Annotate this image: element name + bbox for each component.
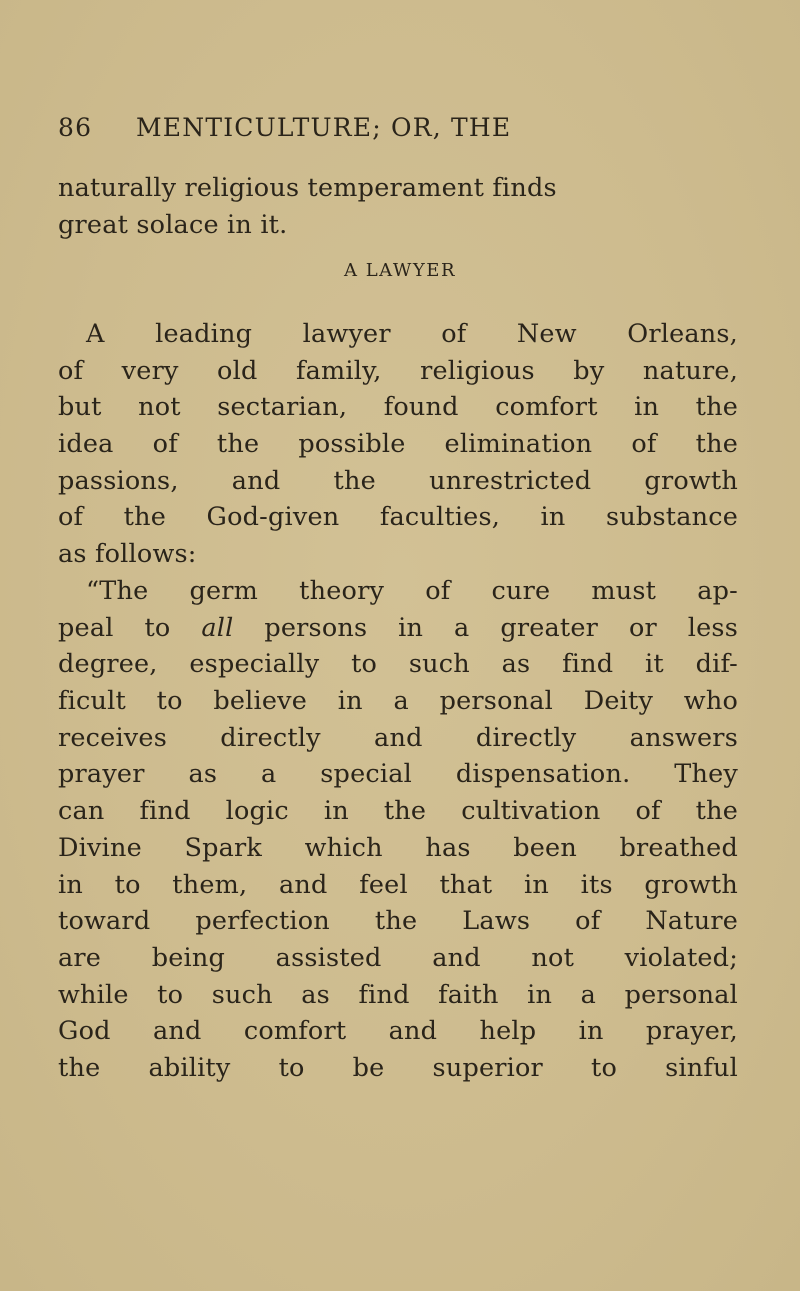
text-line: A leading lawyer of New Orleans, [86,319,738,349]
text-line: while to such as find faith in a personal [58,979,738,1010]
text-line: are being assisted and not violated; [58,942,738,973]
text-line: naturally religious temperament finds [58,173,557,203]
text-line: great solace in it. [58,209,288,240]
text-line: receives directly and directly answers [58,722,738,753]
text-segment: persons in a greater or less [233,612,738,643]
text-line: of very old family, religious by nature, [58,355,738,386]
text-line: the ability to be superior to sinful [58,1052,738,1083]
opening-paragraph [58,170,738,243]
text-line: in to them, and feel that in its growth [58,869,738,900]
text-line: prayer as a special dispensation. They [58,759,738,790]
text-line: as follows: [58,539,197,570]
text-line: can find logic in the cultivation of the [58,796,738,827]
text-line: Divine Spark which has been breathed [58,832,738,863]
text-line: toward perfection the Laws of Nature [58,906,738,937]
text-line: of the God-given faculties, in substance [58,502,738,533]
text-segment: peal to [58,612,202,643]
text-line [58,610,738,647]
text-line: passions, and the unrestricted growth [58,465,738,496]
running-title: MENTICULTURE; OR, THE [136,113,512,142]
section-heading: A LAWYER [343,260,457,281]
running-header [58,112,618,144]
text-line: God and comfort and help in prayer, [58,1016,738,1047]
page-number: 86 [58,113,93,142]
text-line: idea of the possible elimination of the [58,429,738,460]
emphasized-word: all [201,612,234,643]
text-line: ficult to believe in a personal Deity who [58,686,738,717]
lawyer-paragraph [58,316,738,573]
text-line: but not sectarian, found comfort in the [58,392,738,423]
quotation-paragraph [58,573,738,1087]
text-line: degree, especially to such as find it dif- [58,649,738,680]
text-line: “The germ theory of cure must ap- [86,576,738,606]
